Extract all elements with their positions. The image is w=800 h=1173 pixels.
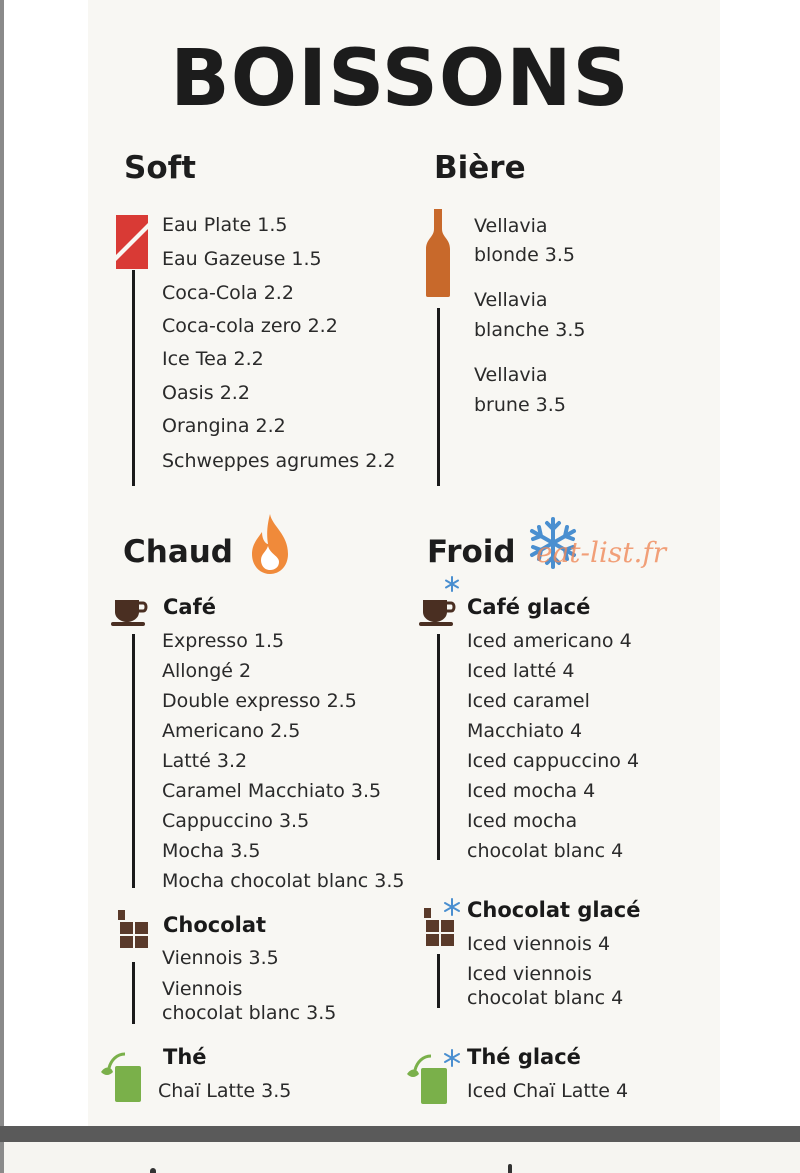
page-edge [0, 1142, 4, 1173]
section-heading-froid: Froid [427, 534, 516, 570]
iced-tea-bag-icon [405, 1054, 451, 1108]
watermark: eat-list.fr [536, 536, 667, 569]
biere-item-price: blanche 3.5 [474, 319, 586, 341]
the-glace-item: Iced Chaï Latte 4 [467, 1080, 629, 1102]
subheading-chocolat: Chocolat [163, 913, 267, 937]
biere-item-price: brune 3.5 [474, 394, 566, 416]
soft-item: Schweppes agrumes 2.2 [162, 450, 396, 472]
soft-item: Eau Gazeuse 1.5 [162, 248, 322, 270]
chocolate-bar-icon [116, 910, 152, 950]
the-item: Chaï Latte 3.5 [158, 1080, 292, 1102]
chocolat-item: Viennois 3.5 [162, 947, 279, 969]
menu-title: BOISSONS [170, 34, 630, 124]
cafe-item: Expresso 1.5 [162, 630, 285, 652]
soft-vertical-line [132, 270, 135, 486]
soft-item: Orangina 2.2 [162, 415, 286, 437]
cafe-item: Caramel Macchiato 3.5 [162, 780, 382, 802]
chocolat-glace-vertical-line [437, 954, 440, 1008]
small-snowflake-icon [444, 576, 460, 592]
subheading-chocolat-glace: Chocolat glacé [467, 898, 641, 922]
beer-bottle-icon [425, 209, 451, 297]
left-margin [0, 0, 88, 1130]
cafe-glace-item: chocolat blanc 4 [467, 840, 624, 862]
cafe-item: Latté 3.2 [162, 750, 248, 772]
cafe-glace-item: Iced americano 4 [467, 630, 632, 652]
soft-item: Ice Tea 2.2 [162, 348, 264, 370]
subheading-cafe-glace: Café glacé [467, 595, 591, 619]
cafe-vertical-line [132, 634, 135, 888]
section-heading-soft: Soft [124, 150, 196, 186]
next-page-mark [150, 1168, 156, 1173]
biere-item-name: Vellavia [474, 364, 548, 386]
biere-item-name: Vellavia [474, 289, 548, 311]
cafe-glace-item: Macchiato 4 [467, 720, 583, 742]
chocolat-glace-item: Iced viennois [467, 963, 592, 985]
cafe-item: Americano 2.5 [162, 720, 301, 742]
soft-drink-icon [112, 213, 152, 271]
cafe-glace-item: Iced caramel [467, 690, 590, 712]
chocolat-vertical-line [132, 962, 135, 1024]
chocolat-item: chocolat blanc 3.5 [162, 1002, 337, 1024]
soft-item: Coca-Cola 2.2 [162, 282, 294, 304]
cafe-glace-item: Iced mocha 4 [467, 780, 596, 802]
tea-bag-icon [99, 1052, 145, 1106]
next-page-mark [508, 1164, 512, 1173]
biere-vertical-line [437, 308, 440, 486]
chocolat-item: Viennois [162, 978, 243, 1000]
chocolat-glace-item: Iced viennois 4 [467, 933, 611, 955]
next-page-top [0, 1142, 800, 1173]
cafe-glace-vertical-line [437, 634, 440, 860]
page-edge [0, 0, 4, 1130]
subheading-cafe: Café [163, 595, 216, 619]
cafe-glace-item: Iced mocha [467, 810, 578, 832]
soft-item: Oasis 2.2 [162, 382, 250, 404]
cafe-glace-item: Iced latté 4 [467, 660, 575, 682]
right-margin [720, 0, 800, 1130]
section-heading-biere: Bière [434, 150, 526, 186]
cafe-item: Mocha chocolat blanc 3.5 [162, 870, 405, 892]
cafe-item: Allongé 2 [162, 660, 252, 682]
cafe-item: Double expresso 2.5 [162, 690, 357, 712]
cafe-item: Cappuccino 3.5 [162, 810, 310, 832]
iced-chocolate-bar-icon [422, 908, 458, 948]
biere-item-price: blonde 3.5 [474, 244, 576, 266]
page-separator [0, 1126, 800, 1142]
iced-coffee-cup-icon [419, 598, 457, 626]
coffee-cup-icon [111, 598, 149, 626]
cafe-glace-item: Iced cappuccino 4 [467, 750, 640, 772]
flame-icon [248, 512, 292, 576]
section-heading-chaud: Chaud [123, 534, 233, 570]
subheading-the: Thé [163, 1045, 207, 1069]
cafe-item: Mocha 3.5 [162, 840, 261, 862]
soft-item: Eau Plate 1.5 [162, 214, 288, 236]
subheading-the-glace: Thé glacé [467, 1045, 581, 1069]
chocolat-glace-item: chocolat blanc 4 [467, 987, 624, 1009]
soft-item: Coca-cola zero 2.2 [162, 315, 338, 337]
biere-item-name: Vellavia [474, 215, 548, 237]
